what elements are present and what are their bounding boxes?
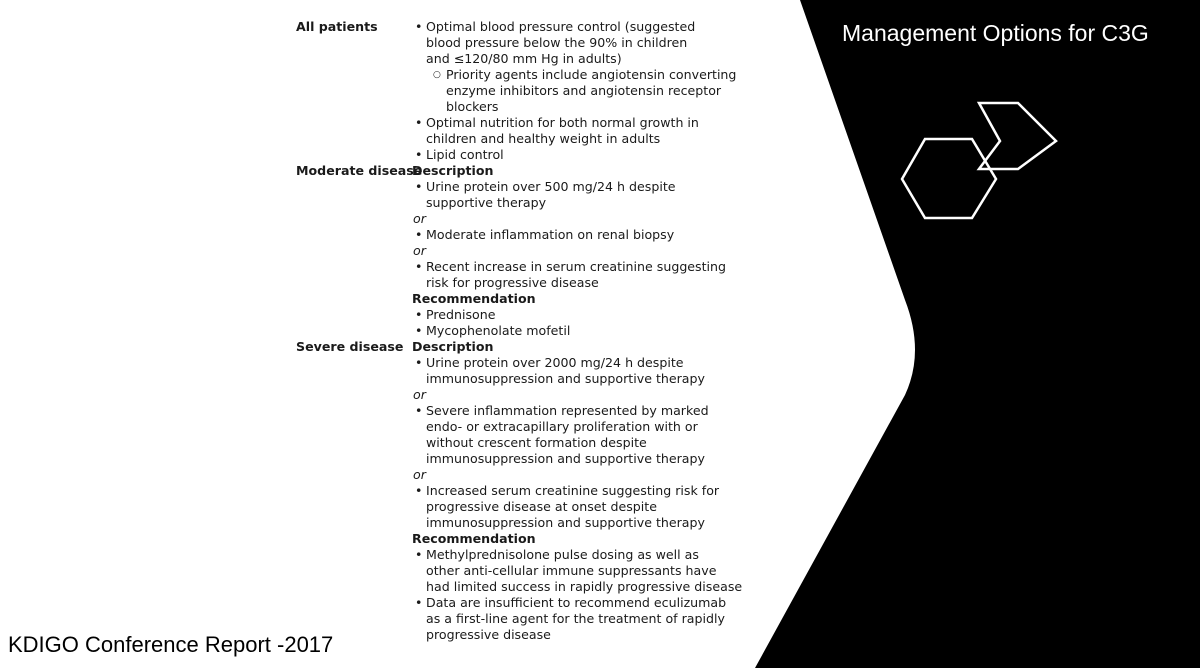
table-row [296, 419, 766, 435]
table-row [296, 531, 766, 547]
row-text: and ≤120/80 mm Hg in adults) [426, 51, 622, 66]
category-label: Severe disease [296, 339, 404, 354]
table-row [296, 291, 766, 307]
section-heading: Recommendation [412, 531, 536, 546]
row-text: immunosuppression and supportive therapy [426, 371, 705, 386]
table-row [296, 563, 766, 579]
row-text: Prednisone [426, 307, 496, 322]
table-row [296, 179, 766, 195]
table-row [296, 339, 766, 355]
row-text: Urine protein over 500 mg/24 h despite [426, 179, 676, 194]
row-text: Severe inflammation represented by marked [426, 403, 709, 418]
bullet-icon: • [415, 115, 423, 130]
row-text: supportive therapy [426, 195, 547, 210]
row-text: without crescent formation despite [426, 435, 647, 450]
sub-bullet-icon: ○ [433, 70, 441, 80]
table-row [296, 227, 766, 243]
table-row [296, 83, 766, 99]
table-row [296, 387, 766, 403]
category-label: Moderate disease [296, 163, 423, 178]
row-text: endo- or extracapillary proliferation with or [426, 419, 698, 434]
table-row [296, 163, 766, 179]
table-row [296, 611, 766, 627]
category-label: All patients [296, 19, 378, 34]
table-row [296, 547, 766, 563]
bullet-icon: • [415, 323, 423, 338]
row-text: Moderate inflammation on renal biopsy [426, 227, 675, 242]
or-connector: or [413, 243, 426, 258]
section-heading: Description [412, 163, 494, 178]
row-text: had limited success in rapidly progressive disease [426, 579, 743, 594]
row-text: Lipid control [426, 147, 504, 162]
table-row [296, 467, 766, 483]
table-row [296, 323, 766, 339]
row-text: progressive disease at onset despite [426, 499, 657, 514]
bullet-icon: • [415, 307, 423, 322]
row-text: immunosuppression and supportive therapy [426, 451, 705, 466]
table-row [296, 35, 766, 51]
bullet-icon: • [415, 147, 423, 162]
table-row [296, 51, 766, 67]
table-row [296, 627, 766, 643]
table-row [296, 131, 766, 147]
table-row [296, 195, 766, 211]
table-row [296, 243, 766, 259]
table-row [296, 579, 766, 595]
slide-title: Management Options for C3G [842, 20, 1149, 46]
or-connector: or [413, 387, 426, 402]
table-row [296, 211, 766, 227]
bullet-icon: • [415, 403, 423, 418]
table-row [296, 275, 766, 291]
row-text: Recent increase in serum creatinine suggesting [426, 259, 727, 274]
row-text: Increased serum creatinine suggesting risk for [426, 483, 720, 498]
section-heading: Recommendation [412, 291, 536, 306]
kdigo-recommendation-table [296, 19, 766, 643]
table-row [296, 595, 766, 611]
bullet-icon: • [415, 595, 423, 610]
or-connector: or [413, 467, 426, 482]
table-row [296, 371, 766, 387]
table-row [296, 499, 766, 515]
table-row [296, 99, 766, 115]
bullet-icon: • [415, 483, 423, 498]
bullet-icon: • [415, 355, 423, 370]
table-row [296, 147, 766, 163]
row-text: Data are insufficient to recommend eculizumab [426, 595, 727, 610]
slide-footer-citation: KDIGO Conference Report -2017 [8, 632, 334, 657]
row-text: Urine protein over 2000 mg/24 h despite [426, 355, 684, 370]
sub-row-text: blockers [446, 99, 499, 114]
bullet-icon: • [415, 179, 423, 194]
row-text: Methylprednisolone pulse dosing as well as [426, 547, 699, 562]
row-text: Mycophenolate mofetil [426, 323, 571, 338]
row-text: Optimal nutrition for both normal growth in [426, 115, 699, 130]
bullet-icon: • [415, 547, 423, 562]
table-row [296, 403, 766, 419]
table-row [296, 515, 766, 531]
table-row [296, 307, 766, 323]
table-row [296, 451, 766, 467]
row-text: risk for progressive disease [426, 275, 599, 290]
row-text: other anti-cellular immune suppressants have [426, 563, 717, 578]
row-text: progressive disease [426, 627, 551, 642]
black-chevron-panel [755, 0, 1200, 668]
table-row [296, 483, 766, 499]
or-connector: or [413, 211, 426, 226]
table-row [296, 355, 766, 371]
table-row [296, 67, 766, 83]
bullet-icon: • [415, 19, 423, 34]
row-text: children and healthy weight in adults [426, 131, 661, 146]
row-text: as a first-line agent for the treatment of rapidly [426, 611, 725, 626]
sub-row-text: Priority agents include angiotensin converting [446, 67, 737, 82]
bullet-icon: • [415, 259, 423, 274]
table-row [296, 435, 766, 451]
row-text: Optimal blood pressure control (suggested [426, 19, 696, 34]
sub-row-text: enzyme inhibitors and angiotensin receptor [446, 83, 722, 98]
bullet-icon: • [415, 227, 423, 242]
row-text: immunosuppression and supportive therapy [426, 515, 705, 530]
row-text: blood pressure below the 90% in children [426, 35, 688, 50]
section-heading: Description [412, 339, 494, 354]
table-row [296, 115, 766, 131]
table-row [296, 259, 766, 275]
table-row [296, 19, 766, 35]
